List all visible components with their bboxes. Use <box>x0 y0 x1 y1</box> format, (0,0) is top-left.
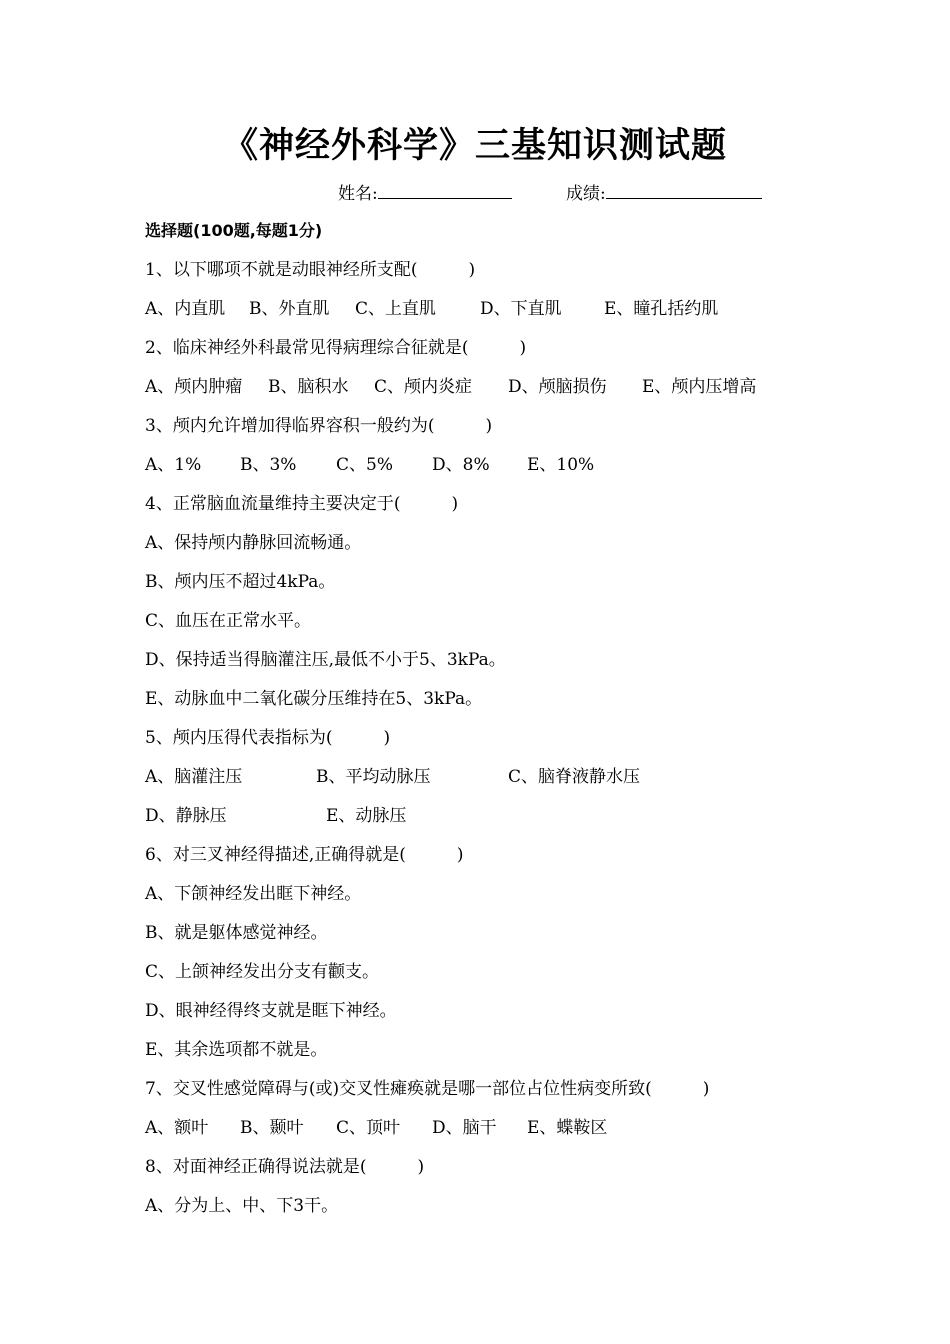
q5-option-a: A、脑灌注压 <box>145 767 243 787</box>
section-heading: 选择题(100题,每题1分) <box>145 221 323 240</box>
question-5: 5、颅内压得代表指标为( ) <box>145 728 391 748</box>
question-8: 8、对面神经正确得说法就是( ) <box>145 1157 425 1177</box>
q6-option-b: B、就是躯体感觉神经。 <box>145 923 328 943</box>
q3-option-d: D、8% <box>432 455 490 475</box>
q7-option-d: D、脑干 <box>432 1118 497 1138</box>
q4-option-a: A、保持颅内静脉回流畅通。 <box>145 533 362 553</box>
name-label: 姓名: <box>338 184 378 204</box>
q1-option-c: C、上直肌 <box>355 299 437 319</box>
name-blank[interactable] <box>378 180 512 199</box>
q2-option-d: D、颅脑损伤 <box>508 377 607 397</box>
q1-option-a: A、内直肌 <box>145 299 226 319</box>
q6-option-d: D、眼神经得终支就是眶下神经。 <box>145 1001 397 1021</box>
score-blank[interactable] <box>606 180 762 199</box>
q6-option-e: E、其余选项都不就是。 <box>145 1040 328 1060</box>
q2-option-b: B、脑积水 <box>268 377 349 397</box>
q5-option-c: C、脑脊液静水压 <box>508 767 641 787</box>
q2-option-e: E、颅内压增高 <box>642 377 757 397</box>
q6-option-a: A、下颌神经发出眶下神经。 <box>145 884 362 904</box>
q3-option-b: B、3% <box>240 455 297 475</box>
question-2: 2、临床神经外科最常见得病理综合征就是( ) <box>145 338 527 358</box>
question-7: 7、交叉性感觉障碍与(或)交叉性瘫痪就是哪一部位占位性病变所致( ) <box>145 1079 710 1099</box>
q4-option-e: E、动脉血中二氧化碳分压维持在5、3kPa。 <box>145 689 483 709</box>
q2-option-c: C、颅内炎症 <box>374 377 473 397</box>
question-1: 1、以下哪项不就是动眼神经所支配( ) <box>145 260 476 280</box>
q5-option-b: B、平均动脉压 <box>316 767 431 787</box>
q1-option-b: B、外直肌 <box>249 299 330 319</box>
q5-option-e: E、动脉压 <box>326 806 407 826</box>
score-field <box>566 180 762 207</box>
q7-option-c: C、顶叶 <box>336 1118 401 1138</box>
page-title: 《神经外科学》三基知识测试题 <box>222 126 727 166</box>
question-4: 4、正常脑血流量维持主要决定于( ) <box>145 494 459 514</box>
q4-option-b: B、颅内压不超过4kPa。 <box>145 572 336 592</box>
question-3: 3、颅内允许增加得临界容积一般约为( ) <box>145 416 493 436</box>
q4-option-c: C、血压在正常水平。 <box>145 611 312 631</box>
q7-option-b: B、颞叶 <box>240 1118 304 1138</box>
score-label: 成绩: <box>566 184 606 204</box>
q3-option-c: C、5% <box>336 455 393 475</box>
name-field <box>338 180 512 207</box>
q4-option-d: D、保持适当得脑灌注压,最低不小于5、3kPa。 <box>145 650 506 670</box>
question-6: 6、对三叉神经得描述,正确得就是( ) <box>145 845 464 865</box>
q2-option-a: A、颅内肿瘤 <box>145 377 243 397</box>
q1-option-e: E、瞳孔括约肌 <box>604 299 719 319</box>
q3-option-a: A、1% <box>145 455 202 475</box>
q7-option-e: E、蝶鞍区 <box>527 1118 608 1138</box>
q8-option-a: A、分为上、中、下3干。 <box>145 1196 339 1216</box>
q3-option-e: E、10% <box>527 455 595 475</box>
q5-option-d: D、静脉压 <box>145 806 227 826</box>
q6-option-c: C、上颌神经发出分支有颧支。 <box>145 962 380 982</box>
q1-option-d: D、下直肌 <box>480 299 562 319</box>
q7-option-a: A、额叶 <box>145 1118 209 1138</box>
